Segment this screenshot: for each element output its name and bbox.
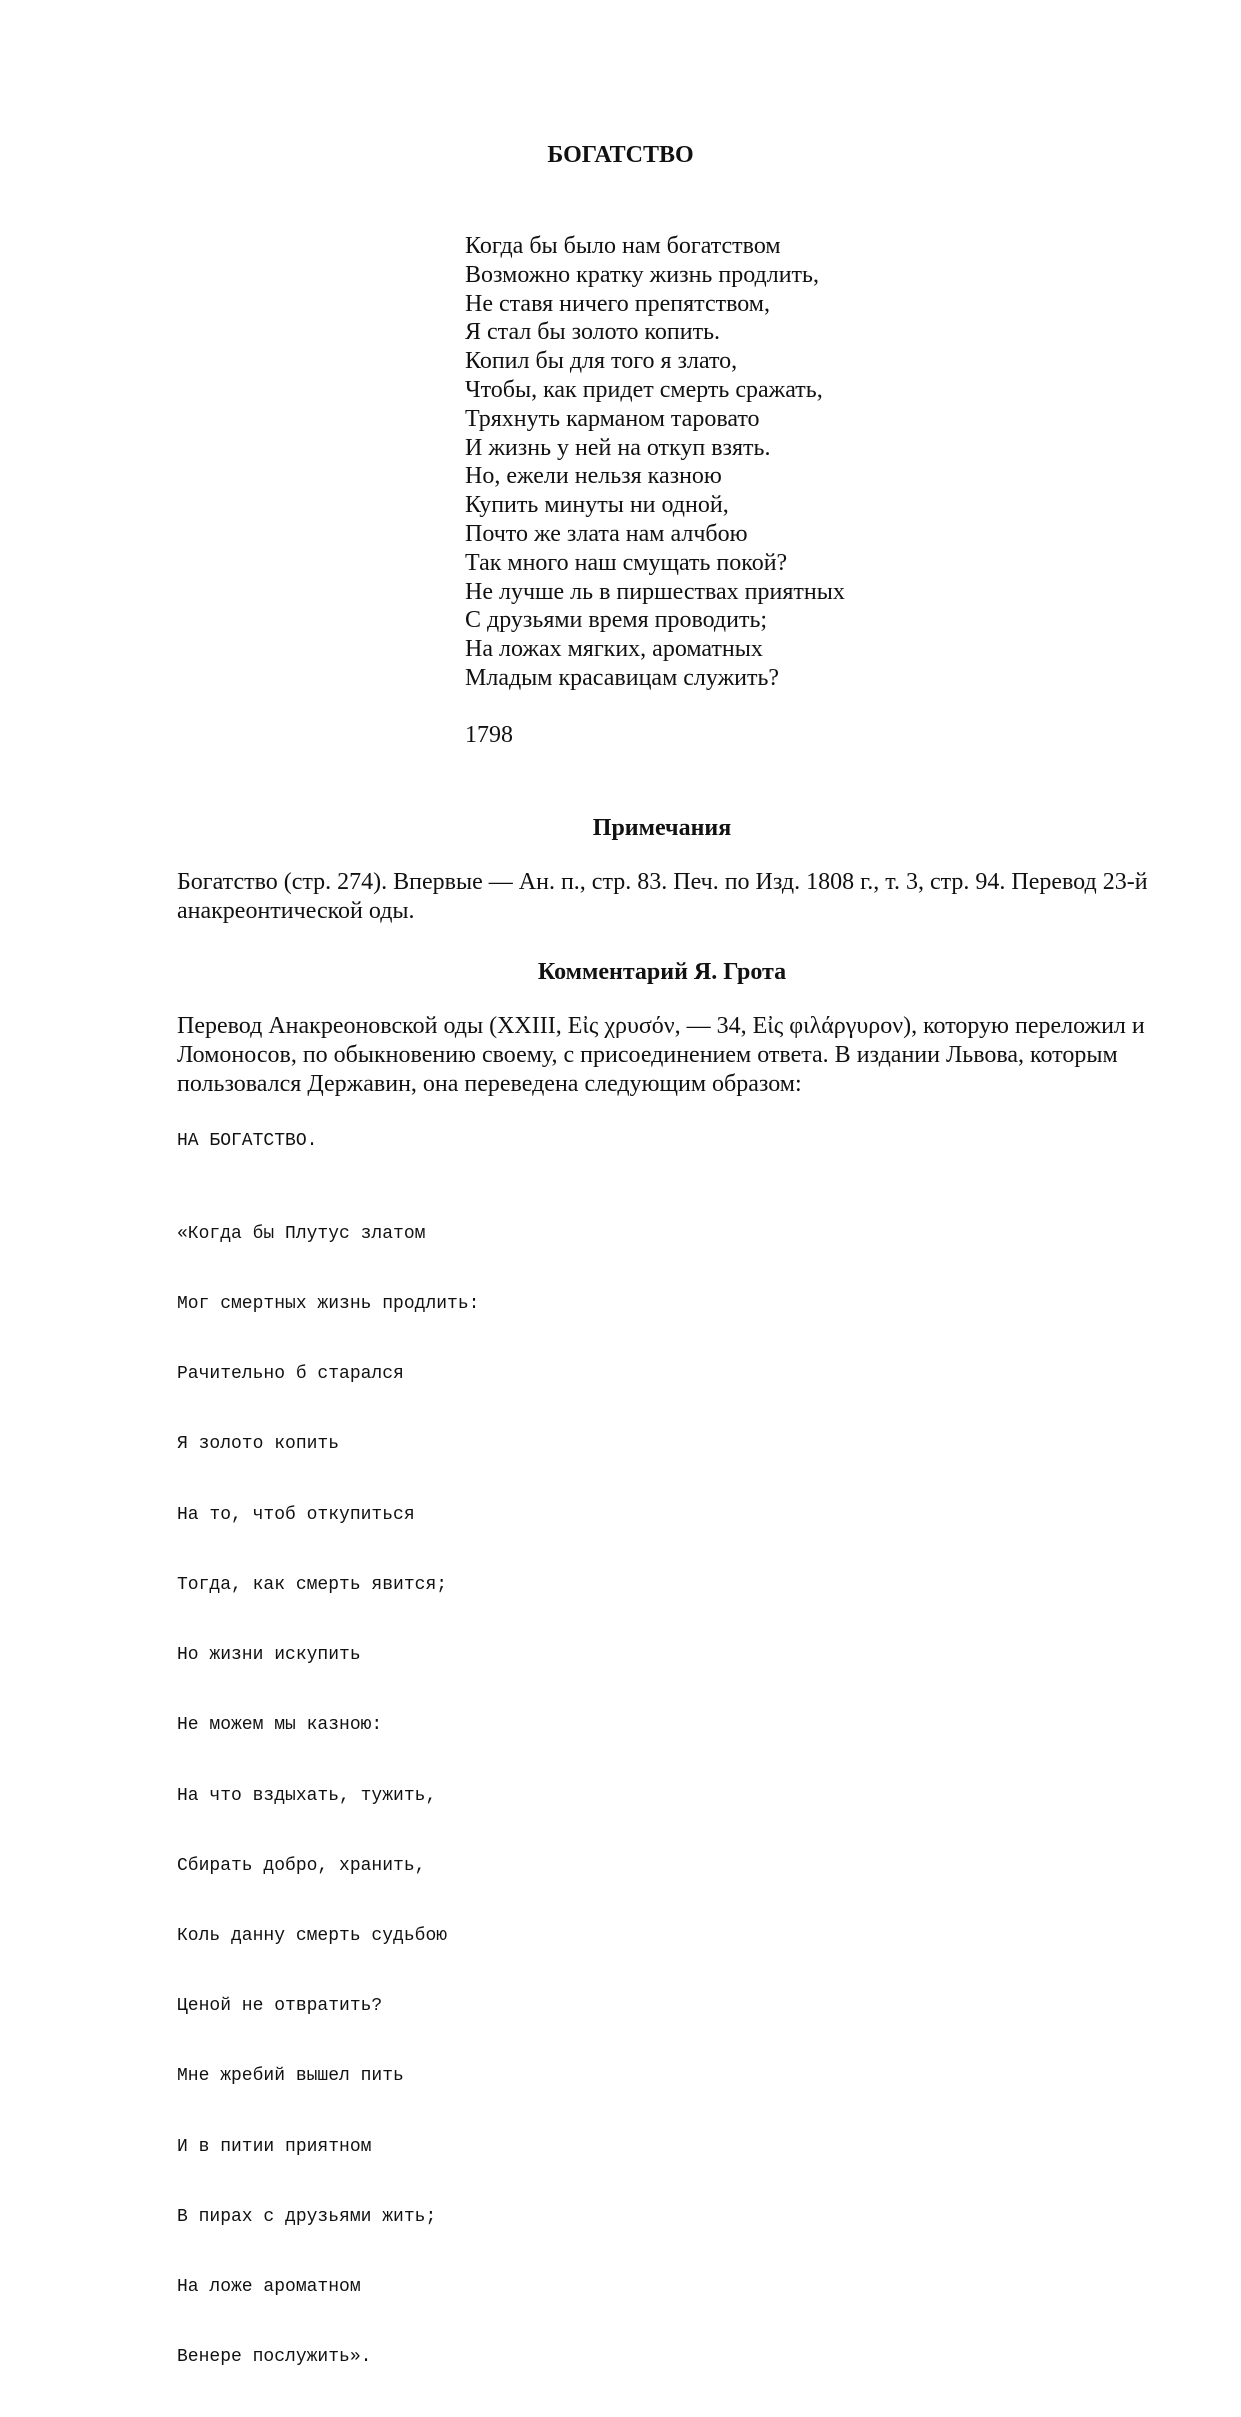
poem-line: Когда бы было нам богатством [465,233,781,259]
lvov-poem-line: На что вздыхать, тужить, [177,1785,437,1806]
lvov-poem-line: Но жизни искупить [177,1645,361,1666]
lvov-poem-line: Я золото копить [177,1434,340,1455]
poem-line: Чтобы, как придет смерть сражать, [465,376,823,403]
lvov-poem-line: На то, чтоб откупиться [177,1504,415,1525]
poem-line: Но, ежели нельзя казною [465,463,722,490]
lvov-poem-line: И в питии приятном [177,2136,372,2157]
lvov-poem-line: На ложе ароматном [177,2277,361,2298]
poem-line: На ложах мягких, ароматных [465,636,763,663]
poem-line: Я стал бы золото копить. [465,319,721,346]
poem-line: Так много наш смущать покой? [465,549,788,576]
poem-line: Не ставя ничего препятством, [465,290,770,317]
lvov-poem-line: Венере послужить». [177,2347,372,2368]
poem-line: Купить минуты ни одной, [465,492,729,519]
poem-line: Почто же злата нам алчбою [465,520,748,547]
lvov-poem-line: Рачительно б старался [177,1364,404,1385]
lvov-poem-line: Ценой не отвратить? [177,1996,383,2017]
poem-line: Возможно кратку жизнь продлить, [465,261,819,288]
notes-heading: Примечания [592,815,732,841]
lvov-poem-line: Мог смертных жизнь продлить: [177,1294,480,1315]
poem-line: Младым красавицам служить? [465,664,780,691]
poem-line: И жизнь у ней на откуп взять. [465,434,771,461]
lvov-poem-line: Мне жребий вышел пить [177,2066,404,2087]
poem [465,232,845,693]
poem-line: Тряхнуть карманом таровато [465,405,760,432]
lvov-poem-line: Не можем мы казною: [177,1715,383,1736]
poem-line: Не лучше ль в пиршествах приятных [465,578,845,605]
grot-commentary-paragraph: Перевод Анакреоновской оды (XXIII, Εἰς χρυσόν, — 34, Εἰς φιλάργυρον), которую переложил и Ломоносов, по обыкновению своему, с присоединением ответа. В издании Львова, которым пользовался Державин, она переведена следующим образом: [177,1013,1145,1097]
poem-year: 1798 [465,722,513,748]
lvov-translation-poem [177,1176,479,2417]
lvov-poem-line: Тогда, как смерть явится; [177,1574,448,1595]
grot-commentary-heading: Комментарий Я. Грота [537,959,787,985]
page-title: БОГАТСТВО [547,142,694,168]
poem-line: Копил бы для того я злато, [465,348,738,375]
lvov-poem-line: Сбирать добро, хранить, [177,1855,426,1876]
lvov-poem-line: В пирах с друзьями жить; [177,2206,437,2227]
poem-line: С друзьями время проводить; [465,607,768,634]
lvov-poem-line: Коль данну смерть судьбою [177,1926,448,1946]
lvov-translation-title: НА БОГАТСТВО. [177,1131,318,1151]
lvov-poem-line: «Когда бы Плутус златом [177,1223,426,1244]
notes-paragraph: Богатство (стр. 274). Впервые — Ан. п., стр. 83. Печ. по Изд. 1808 г., т. 3, стр. 94. Перевод 23-й анакреонтической оды. [177,869,1148,924]
